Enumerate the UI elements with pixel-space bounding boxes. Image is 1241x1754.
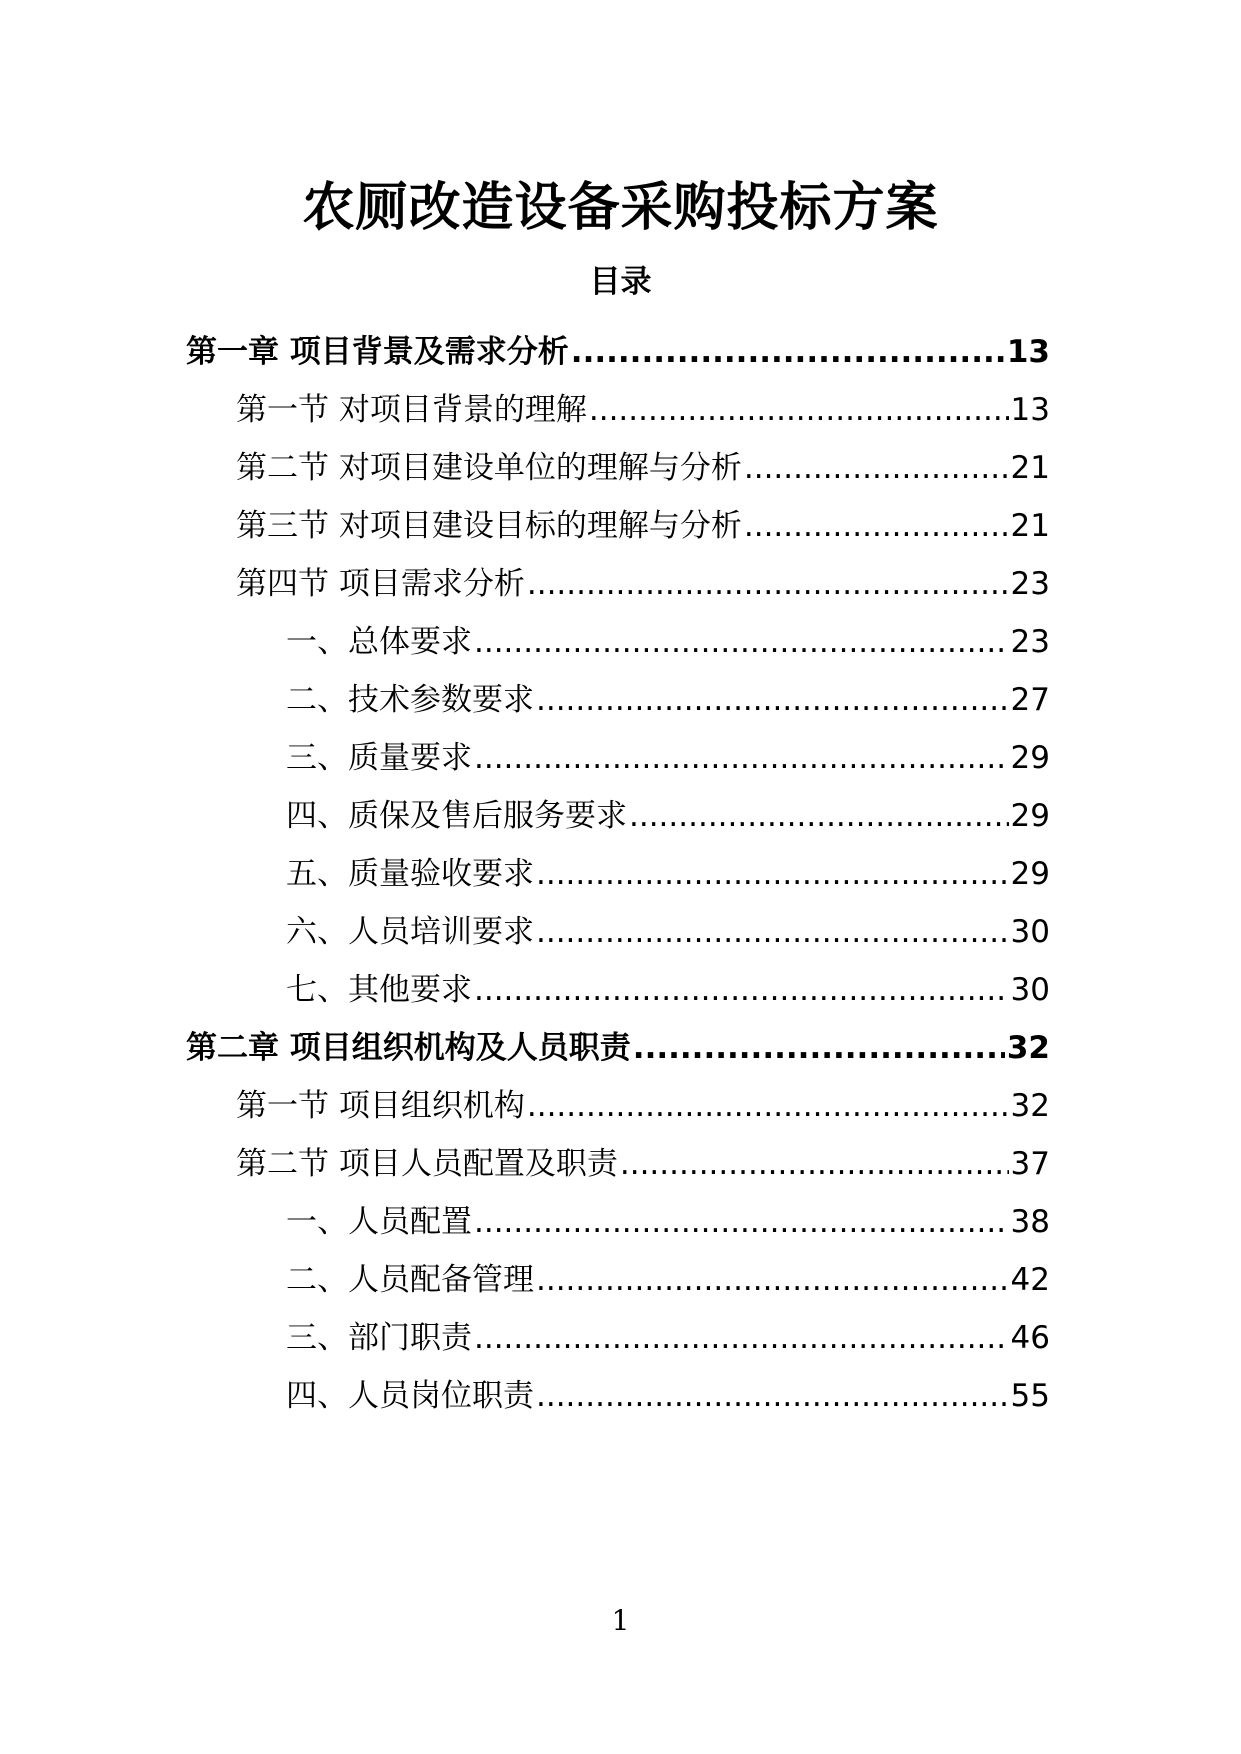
toc-entry[interactable]	[286, 678, 1050, 722]
dot-leader	[527, 562, 1009, 606]
toc-entry-label: 一、人员配置	[286, 1204, 472, 1240]
toc-entry-page: 32	[1010, 1088, 1050, 1124]
toc-entry-page: 37	[1010, 1146, 1050, 1182]
toc-entry[interactable]	[286, 1200, 1050, 1244]
toc-entry-label: 二、人员配备管理	[286, 1262, 534, 1298]
dot-leader	[536, 910, 1009, 954]
toc-entry-label: 六、人员培训要求	[286, 914, 534, 950]
toc-entry-page: 13	[1006, 334, 1050, 370]
dot-leader	[474, 1200, 1009, 1244]
toc-entry-page: 21	[1010, 508, 1050, 544]
toc-entry-label: 第四节 项目需求分析	[236, 566, 525, 602]
toc-entry[interactable]	[236, 504, 1050, 548]
toc-entry-page: 13	[1010, 392, 1050, 428]
toc-entry-label: 第二节 对项目建设单位的理解与分析	[236, 450, 742, 486]
dot-leader	[744, 504, 1009, 548]
toc-entry-label: 三、质量要求	[286, 740, 472, 776]
toc-entry-page: 29	[1010, 798, 1050, 834]
toc-entry-page: 42	[1010, 1262, 1050, 1298]
dot-leader	[474, 620, 1009, 664]
toc-entry[interactable]	[236, 388, 1050, 432]
toc-entry[interactable]	[236, 1084, 1050, 1128]
toc-entry[interactable]	[286, 968, 1050, 1012]
dot-leader	[527, 1084, 1009, 1128]
toc-entry[interactable]	[236, 562, 1050, 606]
toc-entry[interactable]	[286, 1374, 1050, 1418]
toc-entry[interactable]	[186, 330, 1050, 374]
toc-entry-label: 第一章 项目背景及需求分析	[186, 334, 569, 370]
toc-entry[interactable]	[286, 1258, 1050, 1302]
toc-entry-page: 38	[1010, 1204, 1050, 1240]
dot-leader	[536, 852, 1009, 896]
toc-entry-page: 23	[1010, 566, 1050, 602]
toc-entry-label: 五、质量验收要求	[286, 856, 534, 892]
toc-entry[interactable]	[286, 620, 1050, 664]
toc-entry-label: 第一节 项目组织机构	[236, 1088, 525, 1124]
dot-leader	[474, 968, 1009, 1012]
toc-entry-page: 23	[1010, 624, 1050, 660]
page-number: 1	[611, 1604, 630, 1637]
toc-entry-label: 二、技术参数要求	[286, 682, 534, 718]
dot-leader	[536, 1258, 1009, 1302]
dot-leader	[629, 794, 1009, 838]
dot-leader	[744, 446, 1009, 490]
dot-leader	[633, 1026, 1005, 1070]
toc-entry-page: 29	[1010, 740, 1050, 776]
toc-entry[interactable]	[286, 1316, 1050, 1360]
toc-entry[interactable]	[186, 1026, 1050, 1070]
toc-entry-label: 一、总体要求	[286, 624, 472, 660]
toc-entry-label: 第三节 对项目建设目标的理解与分析	[236, 508, 742, 544]
dot-leader	[536, 678, 1009, 722]
toc-entry[interactable]	[286, 794, 1050, 838]
toc-entry-page: 32	[1006, 1030, 1050, 1066]
toc-entry-page: 27	[1010, 682, 1050, 718]
toc-entry-label: 第二章 项目组织机构及人员职责	[186, 1030, 631, 1066]
dot-leader	[589, 388, 1009, 432]
toc-entry-label: 四、人员岗位职责	[286, 1378, 534, 1414]
toc-entry-label: 第二节 项目人员配置及职责	[236, 1146, 618, 1182]
toc-entry[interactable]	[286, 736, 1050, 780]
document-title: 农厕改造设备采购投标方案	[302, 178, 939, 238]
toc-entry-page: 30	[1010, 914, 1050, 950]
dot-leader	[620, 1142, 1009, 1186]
dot-leader	[536, 1374, 1009, 1418]
toc-entry[interactable]	[286, 910, 1050, 954]
toc-heading: 目录	[589, 264, 652, 300]
toc-entry-page: 30	[1010, 972, 1050, 1008]
toc-entry[interactable]	[286, 852, 1050, 896]
toc-entry[interactable]	[236, 1142, 1050, 1186]
toc-entry-label: 四、质保及售后服务要求	[286, 798, 627, 834]
dot-leader	[474, 736, 1009, 780]
toc-entry-page: 29	[1010, 856, 1050, 892]
toc-entry-label: 七、其他要求	[286, 972, 472, 1008]
dot-leader	[474, 1316, 1009, 1360]
toc-entry-page: 46	[1010, 1320, 1050, 1356]
toc-entry-label: 第一节 对项目背景的理解	[236, 392, 587, 428]
toc-entry-page: 55	[1010, 1378, 1050, 1414]
toc-entry-page: 21	[1010, 450, 1050, 486]
dot-leader	[571, 330, 1005, 374]
toc-entry[interactable]	[236, 446, 1050, 490]
toc-entry-label: 三、部门职责	[286, 1320, 472, 1356]
